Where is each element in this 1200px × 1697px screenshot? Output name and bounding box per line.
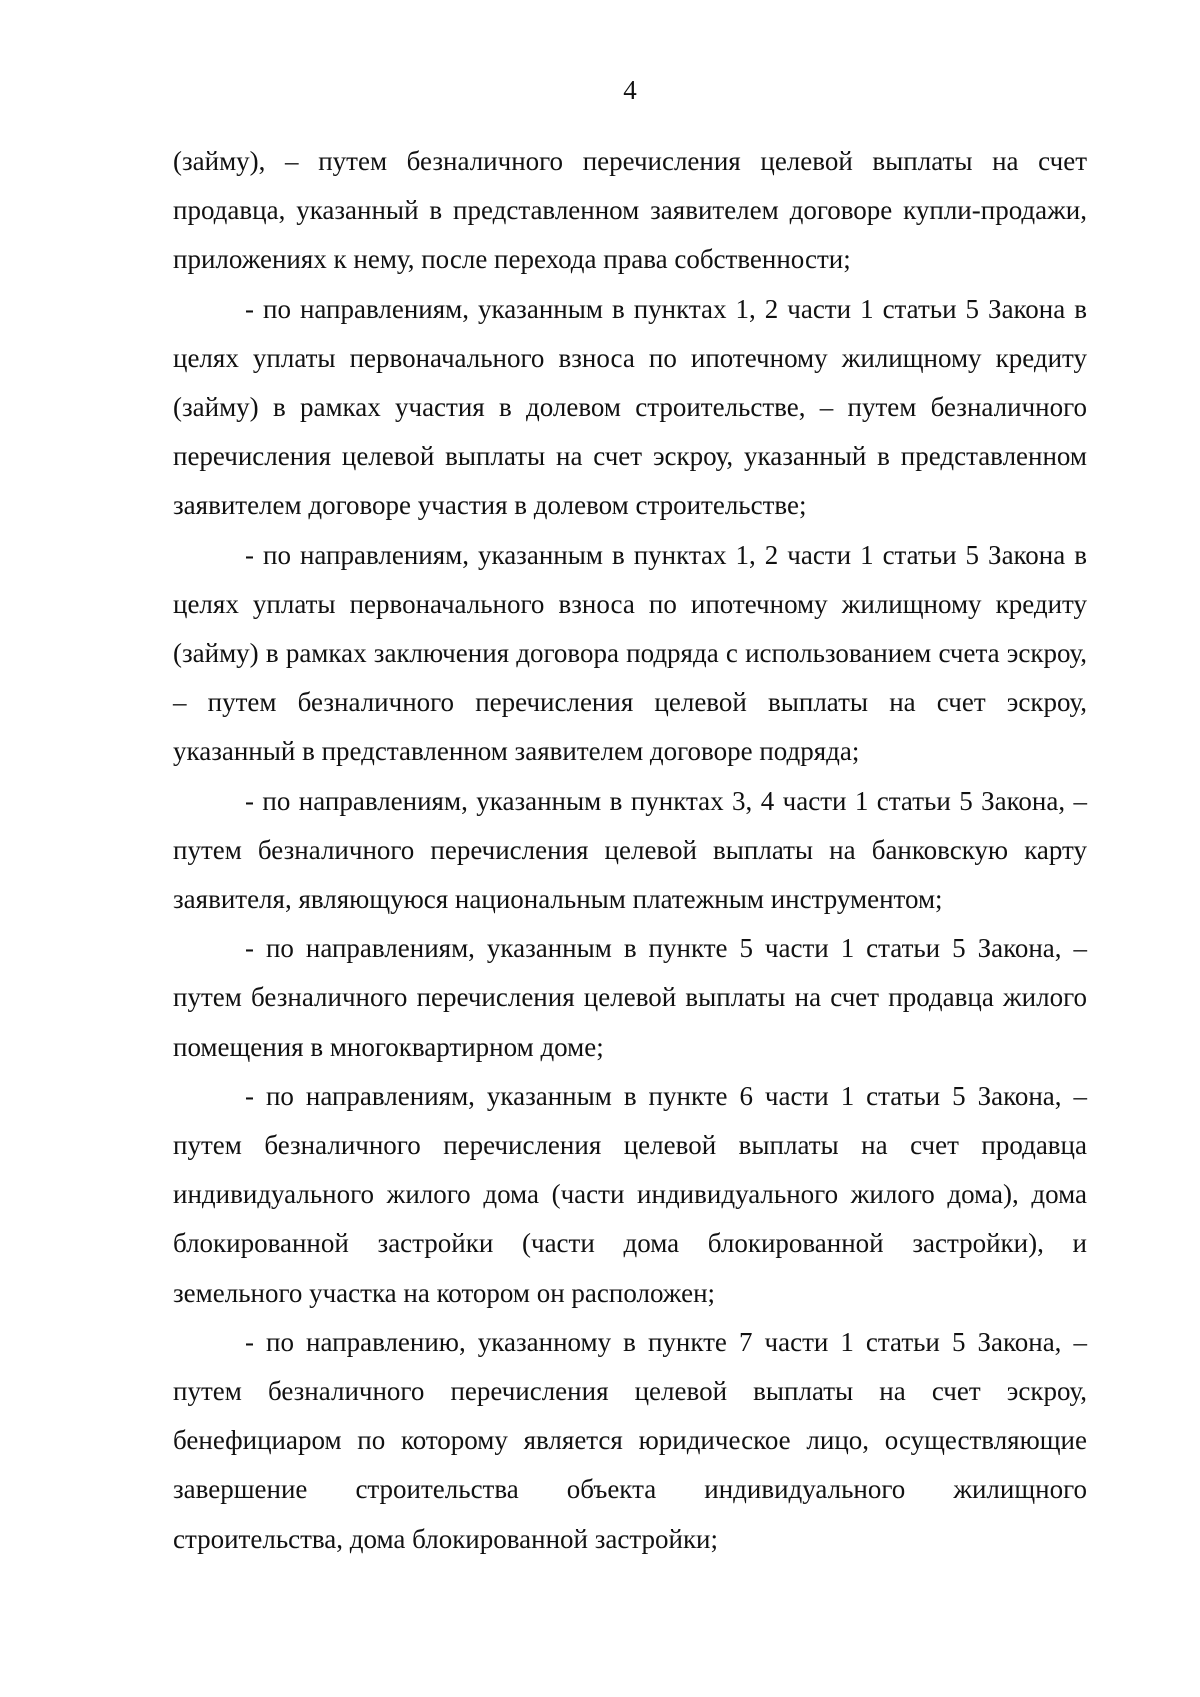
list-item-paragraph: - по направлениям, указанным в пункте 5 части 1 статьи 5 Закона, – путем безналичного перечисления целевой выплаты на счет продавца жилого помещения в многоквартирном доме; <box>173 933 1087 1062</box>
list-item-paragraph: - по направлениям, указанным в пунктах 3, 4 части 1 статьи 5 Закона, – путем безналичного перечисления целевой выплаты на банковскую карту заявителя, являющуюся национальным платежным инструментом; <box>173 785 1087 915</box>
document-body <box>173 137 1087 1564</box>
page-number: 4 <box>623 75 637 105</box>
list-item-paragraph: - по направлениям, указанным в пунктах 1, 2 части 1 статьи 5 Закона в целях уплаты первоначального взноса по ипотечному жилищному кредиту (займу) в рамках заключения договора подряда с использованием счета эскроу, – путем безналичного перечисления целевой выплаты на счет эскроу, указанный в представленном заявителем договоре подряда; <box>173 539 1087 767</box>
list-item-paragraph: - по направлению, указанному в пункте 7 части 1 статьи 5 Закона, – путем безналичного перечисления целевой выплаты на счет эскроу, бенефициаром по которому является юридическое лицо, осуществляющие завершение строительства объекта индивидуального жилищного строительства, дома блокированной застройки; <box>173 1326 1087 1554</box>
list-item-paragraph: - по направлениям, указанным в пунктах 1, 2 части 1 статьи 5 Закона в целях уплаты первоначального взноса по ипотечному жилищному кредиту (займу) в рамках участия в долевом строительстве, – путем безналичного перечисления целевой выплаты на счет эскроу, указанный в представленном заявителем договоре участия в долевом строительстве; <box>173 293 1087 521</box>
paragraph-continuation: (займу), – путем безналичного перечисления целевой выплаты на счет продавца, указанный в представленном заявителем договоре купли-продажи, приложениях к нему, после перехода права собственности; <box>173 146 1087 275</box>
list-item-paragraph: - по направлениям, указанным в пункте 6 части 1 статьи 5 Закона, – путем безналичного перечисления целевой выплаты на счет продавца индивидуального жилого дома (части индивидуального жилого дома), дома блокированной застройки (части дома блокированной застройки), и земельного участка на котором он расположен; <box>173 1080 1087 1308</box>
